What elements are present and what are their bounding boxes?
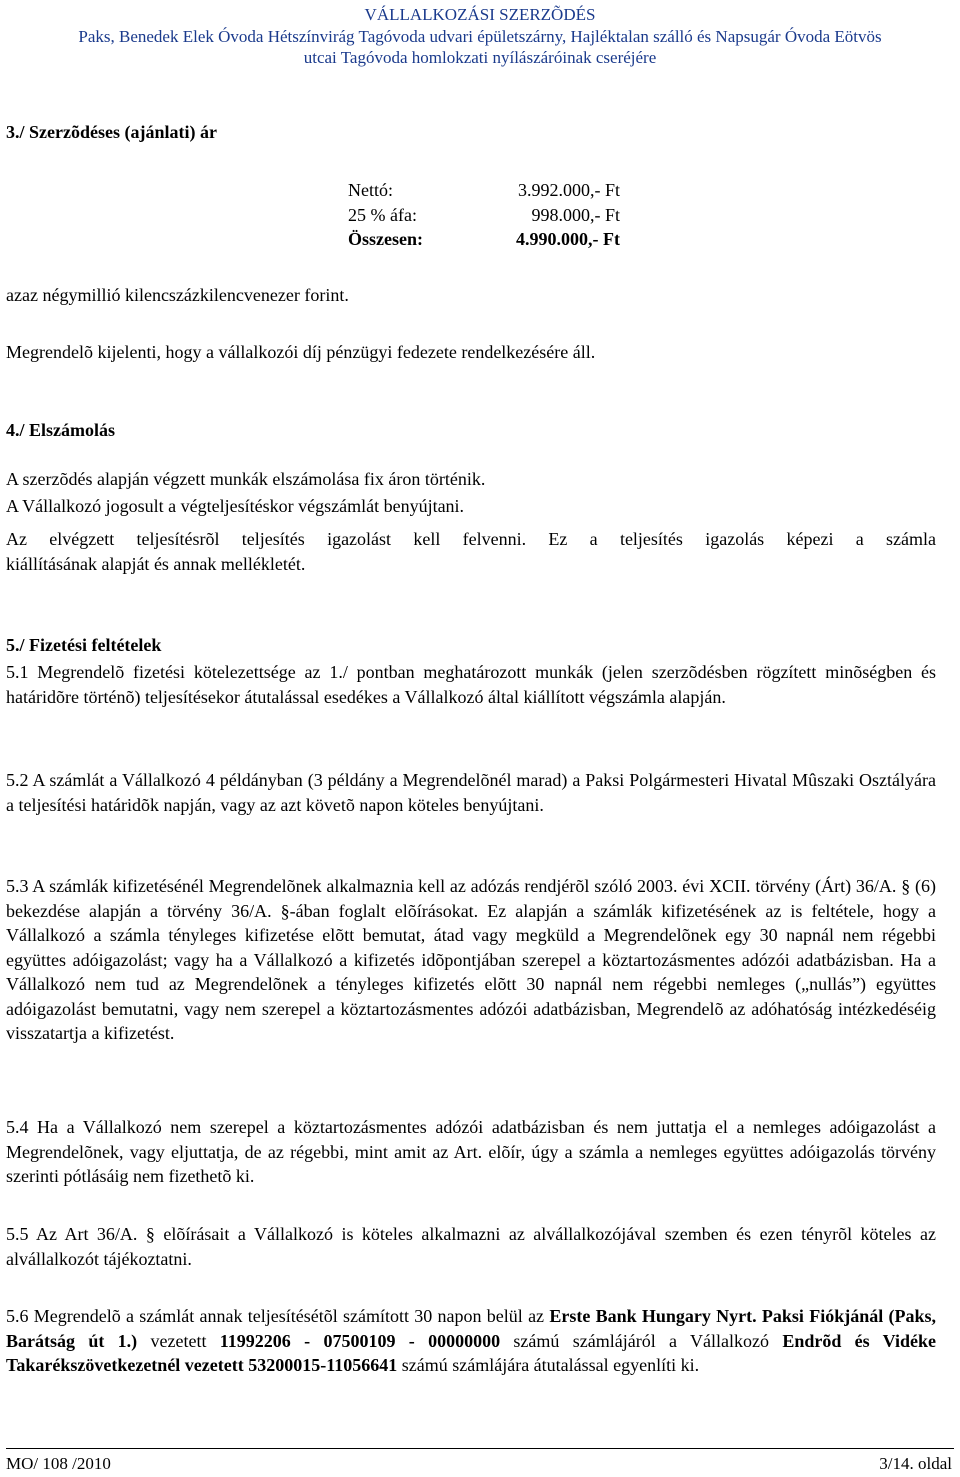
header-subtitle-1: Paks, Benedek Elek Óvoda Hétszínvirág Tagóvoda udvari épületszárny, Hajléktalan szálló és Napsugár Óvoda Eötvös: [78, 26, 882, 46]
p56-text-3: számú számlájáról a Vállalkozó: [500, 1330, 783, 1351]
p56-text-4: számú számlájára átutalással egyenlíti ki.: [397, 1355, 700, 1375]
funding-statement: Megrendelõ kijelenti, hogy a vállalkozói díj pénzügyi fedezete rendelkezésére áll.: [6, 342, 596, 362]
header-title: VÁLLALKOZÁSI SZERZÕDÉS: [364, 5, 596, 24]
section-4-title: 4./ Elszámolás: [6, 420, 116, 440]
document-reference: MO/ 108 /2010: [6, 1454, 111, 1473]
page-number: 3/14. oldal: [879, 1454, 952, 1473]
price-value: 3.992.000,- Ft: [517, 180, 620, 200]
paragraph-5-5: 5.5 Az Art 36/A. § elõírásait a Vállalkozó is köteles alkalmazni az alvállalkozójával szemben és ezen tényrõl köteles az alvállalkozót tájékoztatni.: [6, 1224, 936, 1269]
price-table: [348, 178, 628, 252]
price-row-total: [348, 227, 628, 252]
paragraph-5-2: 5.2 A számlát a Vállalkozó 4 példányban (3 példány a Megrendelõnél marad) a Paksi Polgármesteri Hivatal Mûszaki Osztályára a teljesítési határidõk napján, vagy az azt követõ napon köteles benyújtani.: [6, 770, 936, 815]
price-label: 25 % áfa:: [348, 204, 417, 225]
section-3-title: 3./ Szerzõdéses (ajánlati) ár: [6, 122, 217, 142]
price-row-net: [348, 178, 628, 203]
price-label: Nettó:: [348, 180, 393, 200]
price-value: 998.000,- Ft: [531, 204, 620, 225]
p56-text-2: vezetett: [137, 1330, 220, 1351]
header-subtitle-2: utcai Tagóvoda homlokzati nyílászáróinak cseréjére: [303, 48, 657, 67]
price-label: Összesen:: [348, 229, 423, 249]
paragraph-5-4: 5.4 Ha a Vállalkozó nem szerepel a köztartozásmentes adózói adatbázisban és nem juttatja el a nemleges adóigazolást a Megrendelõnek, vagy eljuttatja, de az régebbi, mint amit az Art. elõír, úgy a számla a nemleges együttes adóigazolás törvény szerinti pótlásáig nem fizethetõ ki.: [6, 1117, 936, 1186]
section-4-line-1: A szerzõdés alapján végzett munkák elszámolása fix áron történik.: [6, 469, 486, 489]
section-5-title: 5./ Fizetési feltételek: [6, 635, 162, 655]
price-value: 4.990.000,- Ft: [516, 229, 620, 249]
p56-text-1: 5.6 Megrendelõ a számlát annak teljesítésétõl számított 30 napon belül az: [6, 1306, 550, 1326]
p56-account-number: 11992206 - 07500109 - 00000000: [219, 1330, 501, 1351]
footer-divider: [6, 1448, 954, 1449]
section-4-line-3b: kiállításának alapját és annak mellékletét.: [6, 554, 306, 574]
p56-contractor-account: Endrõd és Vidéke Takarékszövetkezetnél vezetett 53200015-11056641: [6, 1330, 936, 1375]
p56-bank-name: Erste Bank Hungary Nyrt. Paksi Fiókjánál (Paks, Barátság út 1.): [6, 1306, 936, 1351]
paragraph-5-3: 5.3 A számlák kifizetésénél Megrendelõnek alkalmaznia kell az adózás rendjérõl szóló 2003. évi XCII. törvény (Árt) 36/A. § (6) bekezdése alapján a törvény 36/A. §-ában foglalt elõírásokat. Ez alapján a számlák kifizetésének az is feltétele, hogy a Vállalkozó a számla tényleges kifizetése elõtt bemutat, átad vagy megküld a Megrendelõnek egy 30 napnál nem régebbi együttes adóigazolást; vagy ha a Vállalkozó a kifizetés idõpontjában szerepel a köztartozásmentes adózói adatbázisban. Ha a Vállalkozó nem tud az Megrendelõnek a tényleges kifizetés elõtt 30 napnál nem régebbi nemleges („nullás”) együttes adóigazolást bemutatni, vagy nem szerepel a köztartozásmentes adózói adatbázisban, Megrendelõ az adóhatóság intézkedéséig visszatartja a kifizetést.: [6, 876, 936, 1043]
section-4-line-2: A Vállalkozó jogosult a végteljesítéskor végszámlát benyújtani.: [6, 496, 465, 516]
section-4-line-3a: Az elvégzett teljesítésrõl teljesítés igazolást kell felvenni. Ez a teljesítés igazolás képezi a számla: [6, 529, 936, 549]
paragraph-5-1: 5.1 Megrendelõ fizetési kötelezettsége az 1./ pontban meghatározott munkák (jelen szerzõdésben rögzített minõségben és határidõre történõ) teljesítésekor átutalással esedékes a Vállalkozó által kiállított végszámla alapján.: [6, 662, 936, 707]
paragraph-5-6: [6, 1304, 936, 1378]
document-header: [0, 4, 960, 69]
price-in-words: azaz négymillió kilencszázkilencvenezer forint.: [6, 285, 349, 305]
price-row-vat: [348, 203, 628, 228]
